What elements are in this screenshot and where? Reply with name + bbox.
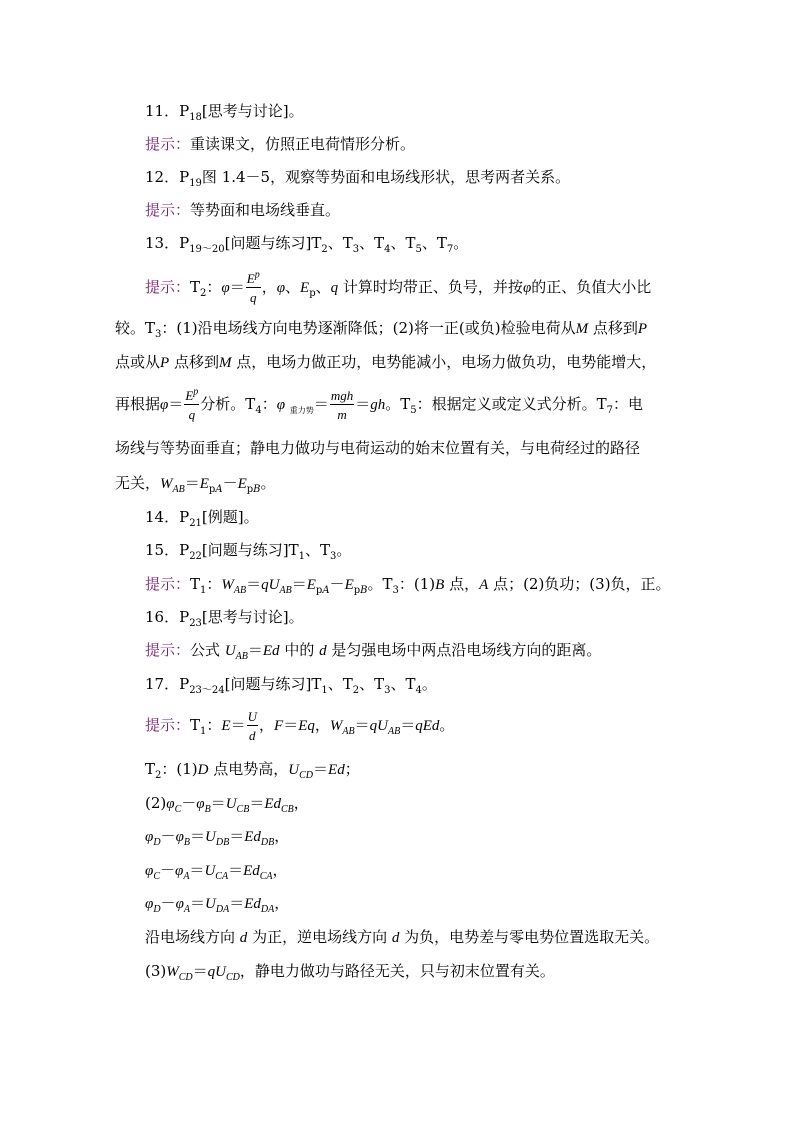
t2-line-1: $T_2$：(1)D 点电势高，$U_{CD}=Ed$； xyxy=(145,760,360,781)
item-11 xyxy=(145,101,304,121)
hint-label: 提示： xyxy=(145,278,191,296)
item-13-number: 13．P xyxy=(145,234,190,252)
item-15: 15．$P_{22}$[问题与练习]$T_1$、$T_3$。 xyxy=(145,541,352,562)
t2-line-4: $\varphi_C-\varphi_A=U_{CA}=Ed_{CA}$， xyxy=(145,861,288,882)
item-11-text: [思考与讨论]。 xyxy=(201,102,304,120)
item-12-number: 12．P xyxy=(145,168,190,186)
item-13: 13．$P_{19\sim 20}$[问题与练习]$T_2$、$T_3$、$T_4$、$T_5$、$T_7$。 xyxy=(145,234,469,255)
hint-label: 提示： xyxy=(145,201,191,219)
item-12 xyxy=(145,167,570,187)
item-12-text: 图 1.4－5，观察等势面和电场线形状，思考两者关系。 xyxy=(201,168,571,186)
fraction-ep-over-q: $\frac{E^p}{q}$ xyxy=(246,269,260,305)
t2-line-3: $\varphi_D-\varphi_B=U_{DB}=Ed_{DB}$， xyxy=(145,827,290,848)
item-13-page: 19～20 xyxy=(189,244,225,255)
hint-13-line-6: 无关，$W_{AB}=E_{pA}-E_{pB}$。 xyxy=(115,474,276,495)
hint-12-text: 等势面和电场线垂直。 xyxy=(190,201,341,219)
item-12-page: 19 xyxy=(189,178,202,189)
item-11-page: 18 xyxy=(189,112,202,123)
t2-line-6: 沿电场线方向 d 为正，逆电场线方向 d 为负，电势差与零电势位置选取无关。 xyxy=(145,928,660,946)
hint-13-line-3: 点或从P 点移到M 点，电场力做正功，电势能减小，电场力做负功，电势能增大， xyxy=(115,353,657,371)
t2-line-5: $\varphi_D-\varphi_A=U_{DA}=Ed_{DA}$， xyxy=(145,894,290,915)
item-17: 17．$P_{23\sim 24}$[问题与练习]$T_1$、$T_2$、$T_3$、$T_4$。 xyxy=(145,675,437,696)
hint-13-line-4: 再根据φ＝ $\frac{E^p}{q}$ 分析。$T_4$：φ $_{重力势}$＝ $\frac{\text{mgh}}{m}$ ＝gh。$T_5$：根据定义或定义式分析。$T_7$：电 xyxy=(115,386,644,422)
hint-16: 提示：公式 $U_{AB}=Ed$ 中的 d 是匀强电场中两点沿电场线方向的距离。 xyxy=(145,641,602,662)
hint-label: 提示： xyxy=(145,135,191,153)
hint-13-line-5: 场线与等势面垂直；静电力做功与电荷运动的始末位置有关，与电荷经过的路径 xyxy=(115,439,641,457)
item-16: 16．$P_{23}$[思考与讨论]。 xyxy=(145,608,304,629)
hint-12 xyxy=(145,200,340,220)
hint-label: 提示： xyxy=(145,575,191,593)
hint-label: 提示： xyxy=(145,716,191,734)
item-13-text: [问题与练习]T xyxy=(224,234,322,252)
hint-label: 提示： xyxy=(145,641,191,659)
hint-11 xyxy=(145,134,415,154)
item-11-number: 11．P xyxy=(145,102,190,120)
hint-13-line-2: 较。$T_3$：(1)沿电场线方向电势逐渐降低；(2)将一正(或负)检验电荷从M 点移到P xyxy=(115,319,648,340)
t2-line-2: $(2)\varphi_C-\varphi_B=U_{CB}=Ed_{CB}$， xyxy=(145,794,309,815)
hint-11-text: 重读课文，仿照正电荷情形分析。 xyxy=(190,135,416,153)
item-14: 14．$P_{21}$[例题]。 xyxy=(145,508,259,529)
t2-line-7: $(3)W_{CD}=qU_{CD}$，静电力做功与路径无关，只与初末位置有关。 xyxy=(145,962,555,983)
hint-17: 提示：$T_1$：E＝ $\frac{U}{d}$ ，F＝Eq，$W_{AB}=qU_{AB}=qEd$。 xyxy=(145,709,455,743)
hint-15: 提示：$T_1$：$W_{AB}=qU_{AB}=E_{pA}-E_{pB}$。$T_3$：(1)B 点，A 点；(2)负功；(3)负，正。 xyxy=(145,575,671,596)
hint-13-line-1: 提示：$T_2$：φ＝ $\frac{E^p}{q}$ ，φ、$E_p$、q 计算时均带正、负号，并按φ的正、负值大小比 xyxy=(145,269,652,305)
